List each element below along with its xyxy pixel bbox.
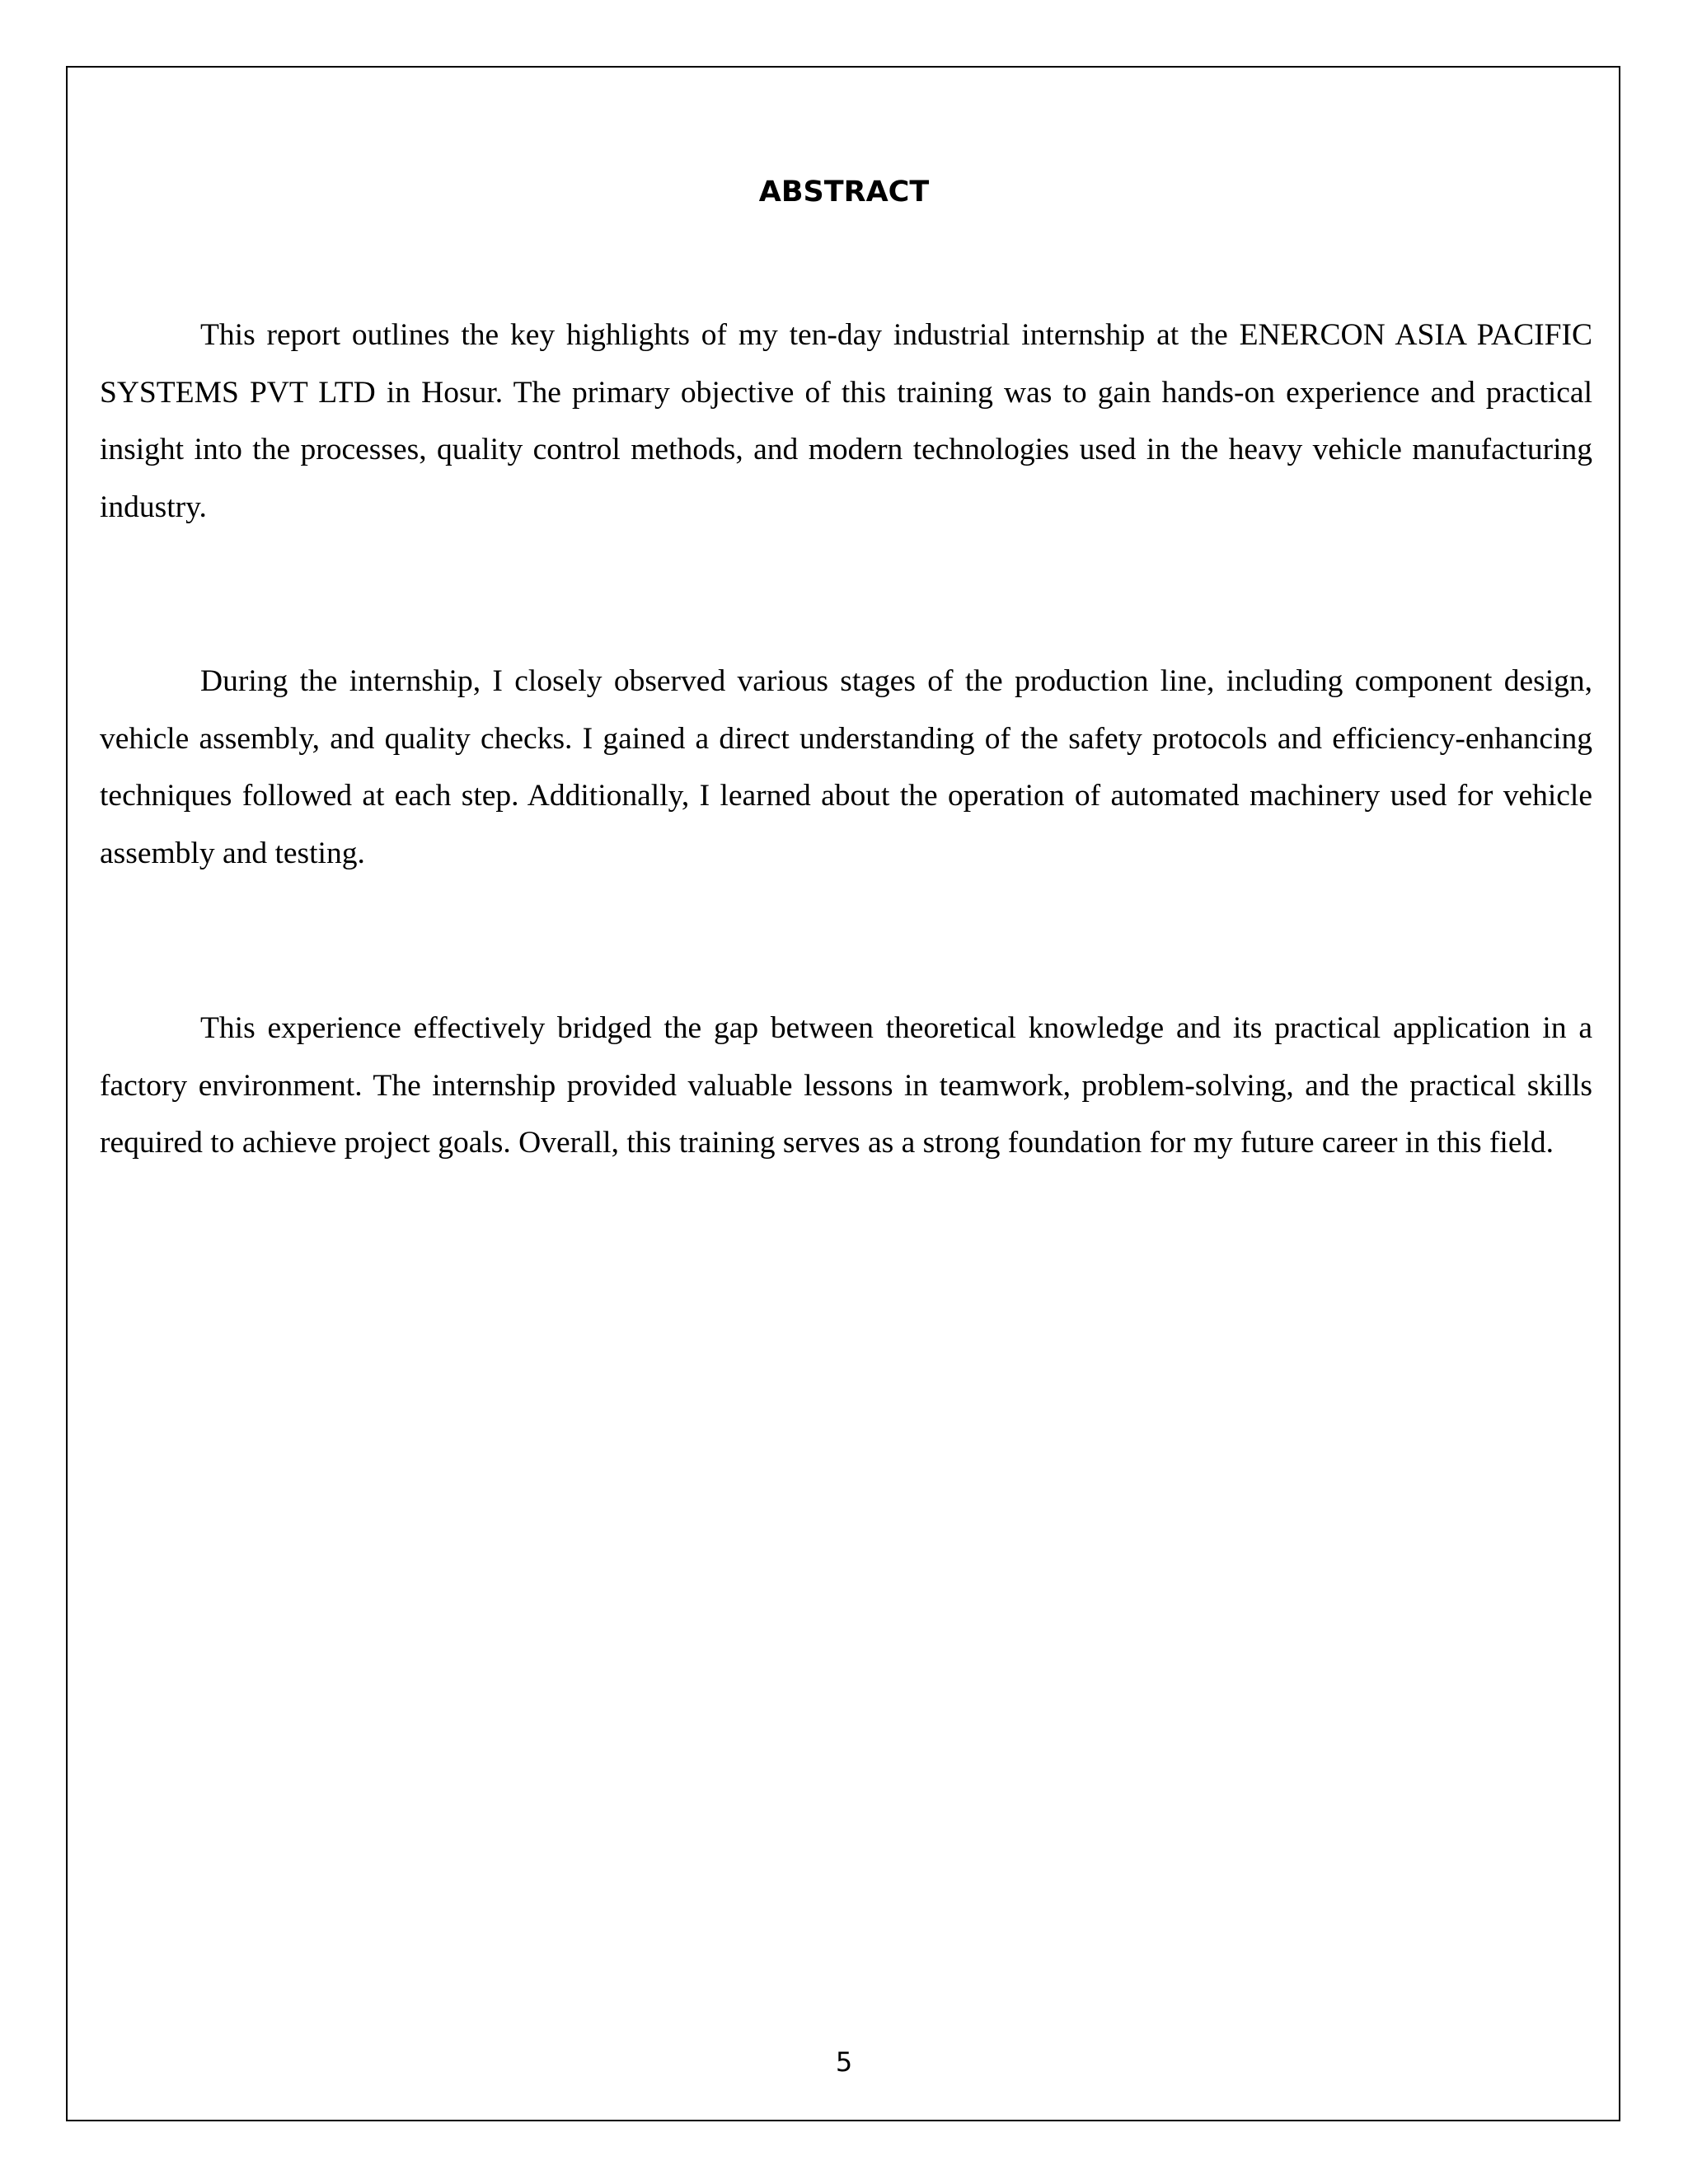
page-number: 5	[835, 2046, 853, 2078]
abstract-paragraph-3: This experience effectively bridged the gap between theoretical knowledge and its practical application in a factory environment. The internship provided valuable lessons in teamwork, problem-solving, and the practical skills required to achieve project goals. Overall, this training serves as a strong foundation for my future career in this field.	[100, 1011, 1592, 1160]
abstract-heading: ABSTRACT	[758, 176, 930, 209]
abstract-paragraph-1: This report outlines the key highlights of my ten-day industrial internship at the ENERCON ASIA PACIFIC SYSTEMS PVT LTD in Hosur. The primary objective of this training was to gain hands-on experience and practical insight into the processes, quality control methods, and modern technologies used in the heavy vehicle manufacturing industry.	[100, 318, 1592, 524]
abstract-paragraph-2: During the internship, I closely observed various stages of the production line, including component design, vehicle assembly, and quality checks. I gained a direct understanding of the safety protocols and efficiency-enhancing techniques followed at each step. Additionally, I learned about the operation of automated machinery used for vehicle assembly and testing.	[100, 664, 1592, 870]
